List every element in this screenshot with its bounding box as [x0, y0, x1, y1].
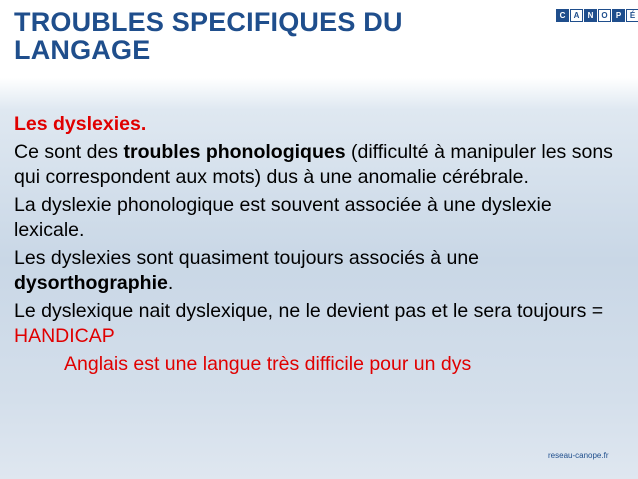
bold-term: dysorthographie — [14, 272, 168, 294]
slide-body — [14, 112, 614, 379]
logo-letter: A — [570, 9, 583, 22]
text-run: Ce sont des — [14, 140, 124, 163]
handicap-highlight: HANDICAP — [14, 325, 115, 347]
footer-url: reseau-canope.fr — [548, 451, 609, 460]
logo-letter: P — [612, 9, 625, 22]
section-subtitle: Les dyslexies. — [14, 113, 147, 135]
page-title: TROUBLES SPECIFIQUES DU LANGAGE — [14, 7, 403, 65]
text-run: Le dyslexique nait dyslexique, ne le devient pas et le sera toujours = — [14, 299, 604, 322]
paragraph-handicap — [14, 299, 614, 350]
canope-logo — [556, 9, 638, 22]
paragraph-phonologique: La dyslexie phonologique est souvent associée à une dyslexie lexicale. — [14, 193, 552, 241]
logo-letter: O — [598, 9, 611, 22]
logo-letter: É — [626, 9, 638, 22]
paragraph-anglais: Anglais est une langue très difficile pour un dys — [64, 352, 472, 375]
logo-letter: N — [584, 9, 597, 22]
text-run: Les dyslexies sont quasiment toujours associés à une — [14, 246, 480, 269]
bold-term: troubles phonologiques — [123, 140, 346, 163]
paragraph-dysorthographie — [14, 246, 614, 297]
paragraph-troubles — [14, 140, 614, 191]
text-run: (difficulté à manipuler les sons qui correspondent aux mots) dus à une anomalie cérébrale. — [14, 140, 613, 188]
text-run: . — [167, 272, 174, 294]
logo-letter: C — [556, 9, 569, 22]
